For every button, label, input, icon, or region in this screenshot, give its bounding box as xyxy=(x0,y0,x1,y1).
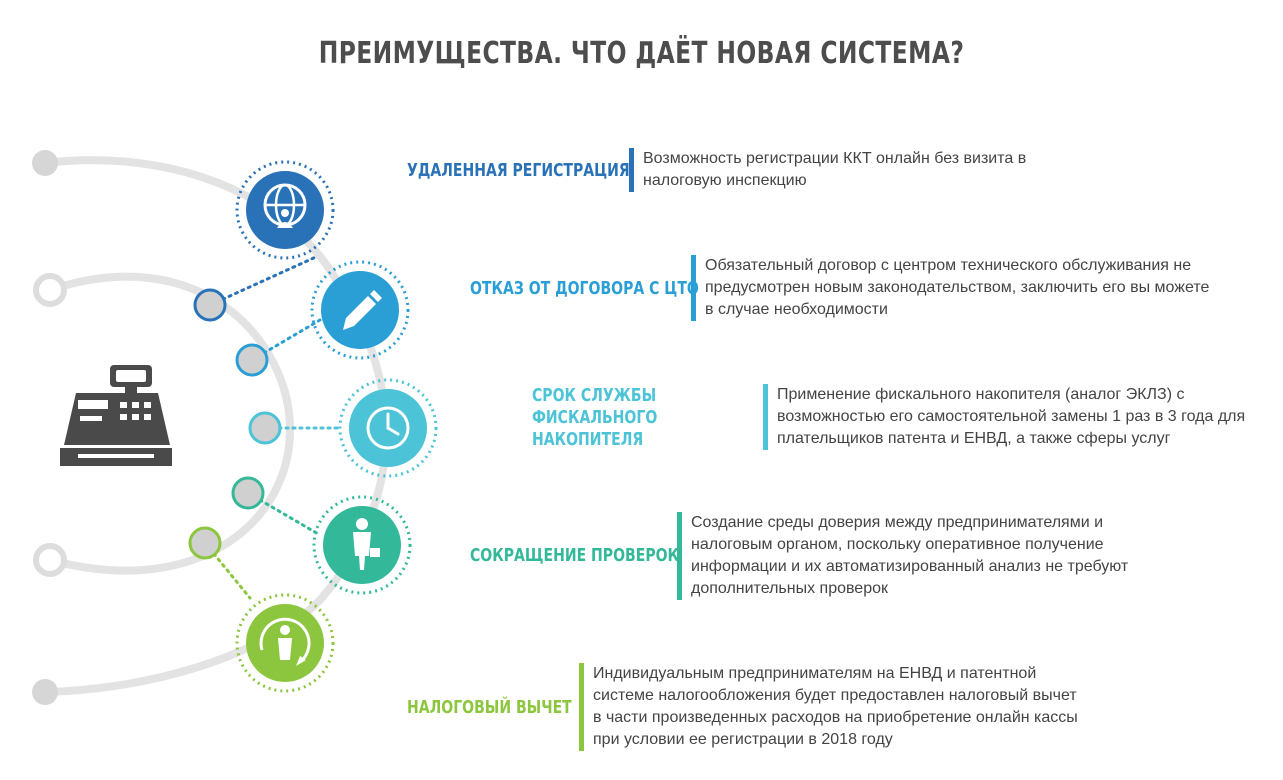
clock-icon xyxy=(340,380,436,476)
description-tax-deduction: Индивидуальным предпринимателям на ЕНВД и патентной системе налогообложения будет предоставлен налоговый вычет в части произведенных расходов на приобретение онлайн кассы при условии ее регистрации в 2018 году xyxy=(579,663,1083,751)
arc-end-node-4 xyxy=(32,679,58,705)
refund-person-icon xyxy=(237,595,333,691)
globe-person-icon xyxy=(237,162,333,258)
pencil-icon xyxy=(312,262,408,358)
arc-end-node-3 xyxy=(36,546,64,574)
joint-node-4 xyxy=(233,478,263,508)
description-cto-refusal: Обязательный договор с центром технического обслуживания не предусмотрен новым законодательством, заключить его вы можете в случае необходимости xyxy=(691,255,1210,321)
label-fewer-inspections: СОКРАЩЕНИЕ ПРОВЕРОК xyxy=(470,545,680,566)
description-remote-registration: Возможность регистрации ККТ онлайн без визита в налоговую инспекцию xyxy=(629,148,1083,192)
joint-node-5 xyxy=(190,528,220,558)
joint-node-2 xyxy=(237,345,267,375)
label-fiscal-storage: СРОК СЛУЖБЫ ФИСКАЛЬНОГО НАКОПИТЕЛЯ xyxy=(532,385,658,450)
description-fiscal-storage: Применение фискального накопителя (аналог ЭКЛЗ) с возможностью его самостоятельной замены 1 раз в 3 года для плательщиков патента и ЕНВД, а также сферы услуг xyxy=(763,384,1282,450)
joint-node-3 xyxy=(250,413,280,443)
label-remote-registration: УДАЛЕННАЯ РЕГИСТРАЦИЯ xyxy=(407,160,630,181)
businessman-icon xyxy=(314,497,410,593)
joint-node-1 xyxy=(195,290,225,320)
connector-1 xyxy=(210,256,318,305)
arc-end-node-2 xyxy=(36,276,64,304)
page-title: ПРЕИМУЩЕСТВА. ЧТО ДАЁТ НОВАЯ СИСТЕМА? xyxy=(318,36,965,71)
arc-end-node-1 xyxy=(32,150,58,176)
cash-register-icon xyxy=(60,365,172,466)
label-cto-refusal: ОТКАЗ ОТ ДОГОВОРА С ЦТО xyxy=(470,278,699,299)
label-tax-deduction: НАЛОГОВЫЙ ВЫЧЕТ xyxy=(407,697,572,718)
description-fewer-inspections: Создание среды доверия между предпринимателями и налоговым органом, поскольку оперативное получение информации и их автоматизированный анализ не требуют дополнительных проверок xyxy=(677,512,1166,600)
